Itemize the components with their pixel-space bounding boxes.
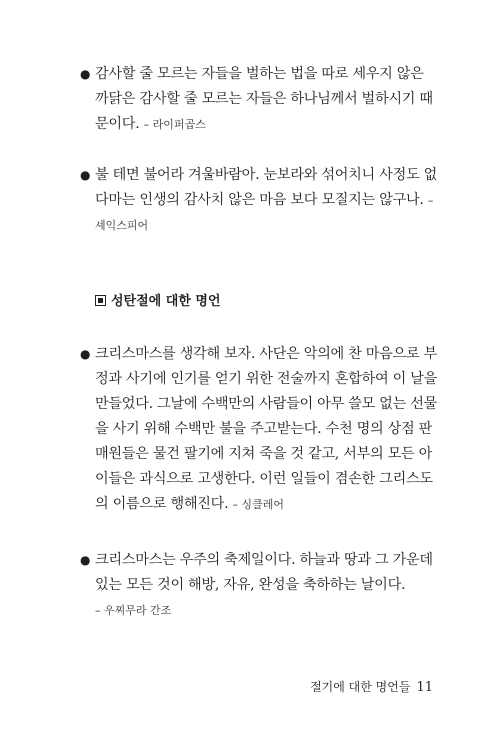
quote-text: 크리스마스는 우주의 축제일이다. 하늘과 땅과 그 가운데 있는 모든 것이 해방, 자유, 완성을 축하하는 날이다. [95, 552, 433, 593]
bullet-icon: ● [80, 168, 91, 182]
quote-author: – 셰익스피어 [95, 194, 434, 232]
quote-item [80, 548, 440, 623]
bullet-icon: ● [80, 67, 91, 81]
quote-item [80, 62, 440, 137]
running-footer-label: 절기에 대한 명언들 [310, 680, 411, 694]
quote-author: – 싱클레어 [232, 498, 285, 511]
quote-item [80, 342, 440, 517]
quote-author: – 라이퍼곱스 [143, 118, 206, 131]
quote-text: 감사할 줄 모르는 자들을 벌하는 법을 따로 세우지 않은 까닭은 감사할 줄 모르는 자들은 하나님께서 벌하시기 때문이다. [95, 66, 433, 132]
section-title-text: 성탄절에 대한 명언 [111, 294, 221, 309]
bullet-icon: ● [80, 553, 91, 567]
page-number: 11 [416, 680, 433, 695]
square-marker-icon [95, 295, 106, 306]
quote-author: – 우찌무라 간조 [95, 604, 172, 617]
bullet-icon: ● [80, 347, 91, 361]
page-footer [310, 678, 433, 695]
quote-text: 크리스마스를 생각해 보자. 사단은 악의에 찬 마음으로 부정과 사기에 인기를 얻기 위한 전술까지 혼합하여 이 날을 만들었다. 그날에 수백만의 사람들이 아무 쓸모 없는 선물을 사기 위해 수백만 불을 주고받는다. 수천 명의 상점 판매원들은 물건 팔기에 지쳐 죽을 것 같고, 서부의 모든 아이들은 과식으로 고생한다. 이런 일들이 겸손한 그리스도의 이름으로 행해진다. [95, 346, 437, 512]
section-title [95, 290, 221, 309]
quote-text: 불 테면 불어라 겨울바람아. 눈보라와 섞어치니 사정도 없다마는 인생의 감사치 않은 마음 보다 모질지는 않구나. [95, 167, 437, 208]
quote-item [80, 163, 440, 238]
